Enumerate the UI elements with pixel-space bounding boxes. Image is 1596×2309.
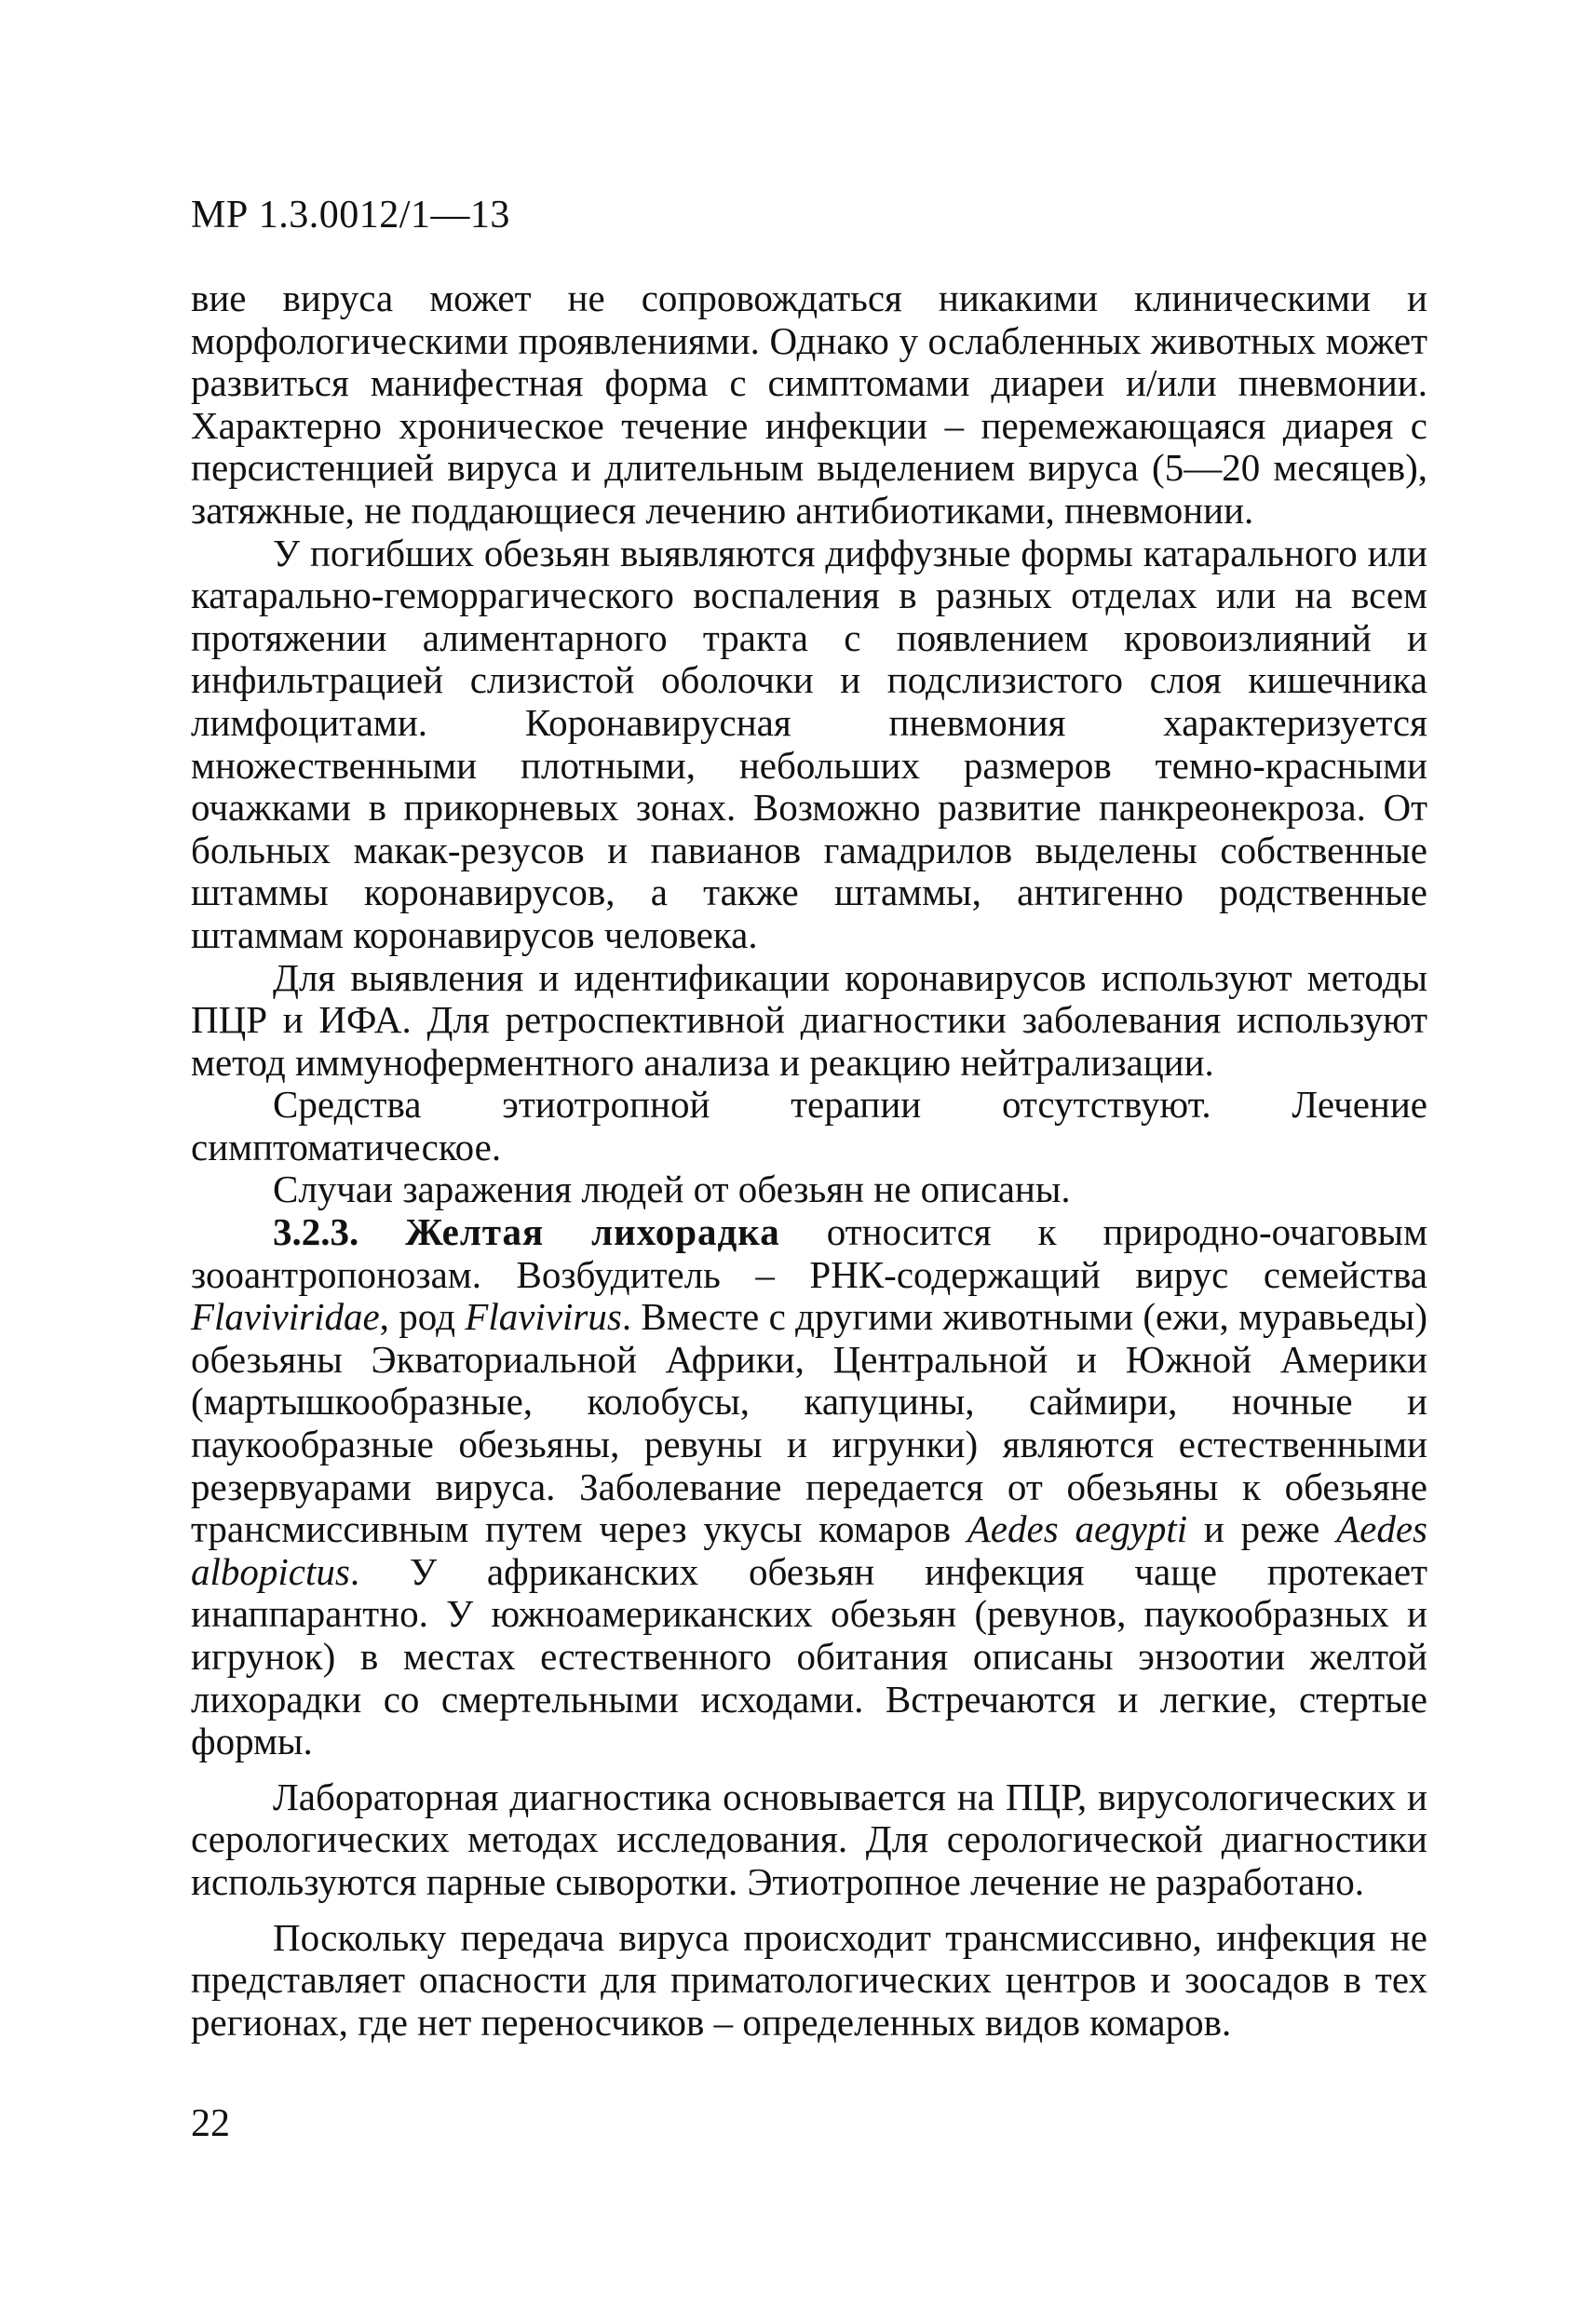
text-run: , род: [379, 1295, 466, 1339]
body-text: [191, 277, 1427, 2044]
section-number: 3.2.3.: [273, 1210, 359, 1254]
paragraph-therapy: Средства этиотропной терапии отсутствуют. Лечение симптоматическое.: [191, 1083, 1427, 1168]
text-run: относится к природно-очаговым зооантропонозам. Возбудитель – РНК-содержащий вирус семейства: [191, 1210, 1428, 1296]
taxon-species: Aedes aegypti: [967, 1507, 1188, 1551]
paragraph-transmission: Поскольку передача вируса происходит трансмиссивно, инфекция не представляет опасности для приматологических центров и зоосадов в тех регионах, где нет переносчиков – определенных видов комаров.: [191, 1915, 1427, 2044]
text-run: . У африканских обезьян инфекция чаще протекает инаппарантно. У южноамериканских обезьян (ревунов, паукообразных и игрунок) в местах естественного обитания описаны энзоотии желтой лихорадки со смертельными исходами. Встречаются и легкие, стертые формы.: [191, 1549, 1427, 1763]
paragraph-pathology: У погибших обезьян выявляются диффузные формы катарального или катарально-геморрагического воспаления в разных отделах или на всем протяжении алиментарного тракта с появлением кровоизлияний и инфильтрацией слизистой оболочки и подслизистого слоя кишечника лимфоцитами. Коронавирусная пневмония характеризуется множественными плотными, небольших размеров темно-красными очажками в прикорневых зонах. Возможно развитие панкреонекроза. От больных макак-резусов и павианов гамадрилов выделены собственные штаммы коронавирусов, а также штаммы, антигенно родственные штаммам коронавирусов человека.: [191, 531, 1427, 956]
text-run: . Вместе с другими животными (ежи, муравьеды) обезьяны Экваториальной Африки, Центральной и Южной Америки (мартышкообразные, колобусы, капуцины, саймири, ночные и паукообразные обезьяны, ревуны и игрунки) являются естественными резервуарами вируса. Заболевание передается от обезьяны к обезьяне трансмиссивным путем через укусы комаров: [191, 1295, 1428, 1551]
paragraph-yellow-fever: [191, 1211, 1427, 1763]
taxon-family: Flaviviridae: [191, 1295, 380, 1339]
running-head: МР 1.3.0012/1—13: [191, 194, 510, 236]
section-title: Желтая лихорадка: [405, 1210, 780, 1254]
paragraph-continuation: вие вируса может не сопровождаться никакими клиническими и морфологическими проявлениями. Однако у ослабленных животных может развиться манифестная форма с симптомами диареи и/или пневмонии. Характерно хроническое течение инфекции – перемежающаяся диарея с персистенцией вируса и длительным выделением вируса (5—20 месяцев), затяжные, не поддающиеся лечению антибиотиками, пневмонии.: [191, 277, 1427, 532]
taxon-genus: Flavivirus: [465, 1295, 622, 1339]
taxon-species: Aedes albopictus: [191, 1507, 1427, 1593]
paragraph-diagnostics: Для выявления и идентификации коронавирусов используют методы ПЦР и ИФА. Для ретроспективной диагностики заболевания используют метод иммуноферментного анализа и реакцию нейтрализации.: [191, 955, 1427, 1084]
paragraph-human-cases: Случаи заражения людей от обезьян не описаны.: [273, 1168, 1071, 1211]
text-run: и реже: [1187, 1507, 1337, 1551]
paragraph-lab-diagnostics: Лабораторная диагностика основывается на ПЦР, вирусологических и серологических методах исследования. Для серологической диагностики используются парные сыворотки. Этиотропное лечение не разработано.: [191, 1775, 1427, 1903]
page-number: 22: [191, 2102, 230, 2145]
